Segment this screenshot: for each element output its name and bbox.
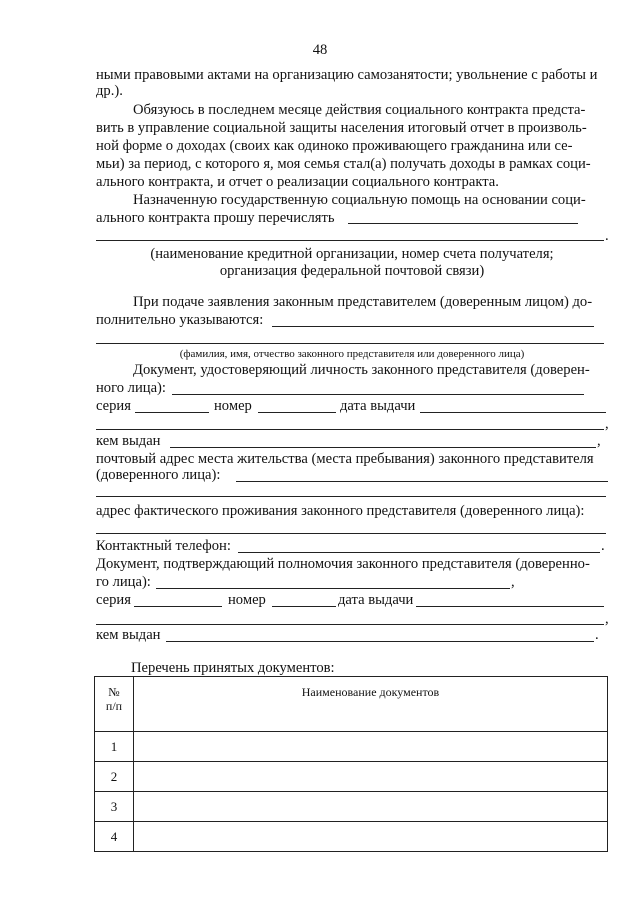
text-line: полнительно указываются: <box>96 312 264 328</box>
text-line: Назначенную государственную социальную помощь на основании соци- <box>133 192 586 208</box>
text-line: ального контракта прошу перечислять <box>96 210 335 226</box>
text-line: го лица): <box>96 574 151 590</box>
doc-name-cell <box>134 792 608 822</box>
phone-field <box>238 552 600 553</box>
text-line: . <box>605 228 609 244</box>
authority-blank-line <box>156 588 510 589</box>
payment-blank-line <box>348 223 578 224</box>
seria-label: серия <box>96 398 131 414</box>
text-line: ного лица): <box>96 380 166 396</box>
date-field <box>416 606 604 607</box>
table-row <box>95 822 608 852</box>
table-row <box>95 762 608 792</box>
rep-blank-line <box>272 326 594 327</box>
date-label: дата выдачи <box>340 398 416 414</box>
comma: , <box>511 574 515 590</box>
row-number: 1 <box>95 732 134 762</box>
text-line: Обязуюсь в последнем месяце действия социального контракта предста- <box>133 102 586 118</box>
text-line: Документ, подтверждающий полномочия законного представителя (доверенно- <box>96 556 590 572</box>
text-line: мьи) за период, с которого я, моя семья стал(а) получать доходы в рамках соци- <box>96 156 591 172</box>
page-number: 48 <box>312 42 328 58</box>
text-line: ального контракта, и отчет о реализации социального контракта. <box>96 174 499 190</box>
text-line: адрес фактического проживания законного представителя (доверенного лица): <box>96 503 585 519</box>
row-number: 3 <box>95 792 134 822</box>
addr-blank-line <box>236 481 608 482</box>
rep-blank-line-2 <box>96 343 604 344</box>
date-label: дата выдачи <box>338 592 414 608</box>
col-name-header: Наименование документов <box>134 677 608 732</box>
text-line: др.). <box>96 83 123 99</box>
seria-field <box>134 606 222 607</box>
text-line: вить в управление социальной защиты населения итоговый отчет в произволь- <box>96 120 587 136</box>
row-number: 2 <box>95 762 134 792</box>
hint-text: организация федеральной почтовой связи) <box>219 263 485 279</box>
col-num-header: № п/п <box>95 677 134 732</box>
issued-by-label: кем выдан <box>96 627 161 643</box>
list-title: Перечень принятых документов: <box>131 660 335 676</box>
documents-table <box>94 676 608 852</box>
doc-name-cell <box>134 762 608 792</box>
comma: , <box>605 611 609 627</box>
doc-name-cell <box>134 732 608 762</box>
addr2-blank-line <box>96 533 606 534</box>
nomer-label: номер <box>228 592 266 608</box>
dot: . <box>595 627 599 643</box>
comma: , <box>597 433 601 449</box>
seria-label: серия <box>96 592 131 608</box>
date-field <box>420 412 606 413</box>
text-line: При подаче заявления законным представителем (доверенным лицом) до- <box>133 294 593 310</box>
payment-blank-line-2 <box>96 240 604 241</box>
nomer-field <box>258 412 336 413</box>
doc-blank-line <box>172 394 584 395</box>
issued-by-field <box>170 447 596 448</box>
nomer-label: номер <box>214 398 252 414</box>
blank-line <box>96 624 604 625</box>
text-line: (доверенного лица): <box>96 467 221 483</box>
table-row <box>95 732 608 762</box>
table-header-row <box>95 677 608 732</box>
hint-text: (наименование кредитной организации, номер счета получателя; <box>150 246 554 262</box>
text-line: почтовый адрес места жительства (места пребывания) законного представителя <box>96 451 594 467</box>
text-line: Документ, удостоверяющий личность законного представителя (доверен- <box>133 362 590 378</box>
addr-blank-line-2 <box>96 496 606 497</box>
blank-line <box>96 429 604 430</box>
row-number: 4 <box>95 822 134 852</box>
issued-by-label: кем выдан <box>96 433 161 449</box>
table-row <box>95 792 608 822</box>
nomer-field <box>272 606 336 607</box>
seria-field <box>135 412 209 413</box>
dot: . <box>601 538 605 554</box>
doc-name-cell <box>134 822 608 852</box>
hint-text: (фамилия, имя, отчество законного представителя или доверенного лица) <box>179 348 525 360</box>
issued-by-field <box>166 641 594 642</box>
text-line: ной форме о доходах (своих как одиноко проживающего гражданина или се- <box>96 138 573 154</box>
comma: , <box>605 416 609 432</box>
phone-label: Контактный телефон: <box>96 538 231 554</box>
text-line: ными правовыми актами на организацию самозанятости; увольнение с работы и <box>96 67 598 83</box>
